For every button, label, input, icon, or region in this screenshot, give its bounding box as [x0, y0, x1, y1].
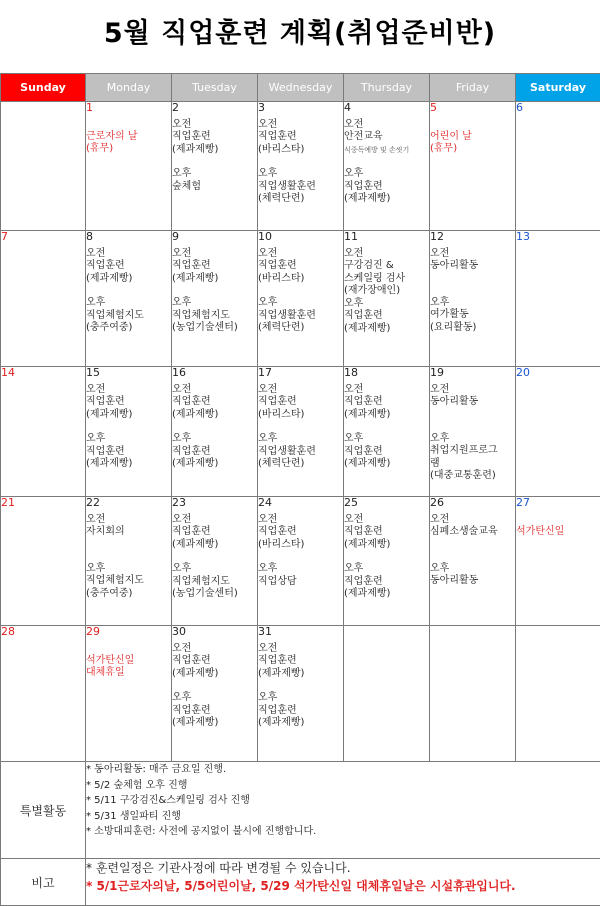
special-item: * 5/11 구강검진&스케일링 검사 진행 — [86, 793, 600, 809]
schedule-line: 오전 — [430, 384, 515, 397]
schedule-line: 직업훈련 — [172, 655, 257, 668]
line-spacer — [430, 285, 515, 297]
day-number: 12 — [430, 231, 515, 244]
schedule-line: (제과제빵) — [172, 668, 257, 681]
line-spacer — [172, 551, 257, 563]
day-number: 8 — [86, 231, 171, 244]
day-number: 4 — [344, 102, 429, 115]
line-spacer — [430, 273, 515, 285]
calendar-day-cell — [516, 102, 600, 231]
schedule-line: 오전 — [172, 643, 257, 656]
line-spacer — [258, 285, 343, 297]
day-number: 11 — [344, 231, 429, 244]
calendar-body — [1, 102, 600, 762]
calendar-day-cell — [430, 102, 516, 231]
schedule-line: 직업훈련 — [344, 310, 429, 323]
schedule-line: (제과제빵) — [172, 144, 257, 157]
schedule-line: 오전 — [344, 119, 429, 132]
remarks-closure-line: * 5/1근로자의날, 5/5어린이날, 5/29 석가탄신일 대체휴일날은 시설휴관입니다. — [86, 877, 600, 895]
schedule-line: 직업훈련 — [344, 396, 429, 409]
schedule-line: 직업훈련 — [258, 131, 343, 144]
schedule-line: (제과제빵) — [86, 409, 171, 422]
remarks-notes — [86, 859, 600, 906]
schedule-line: 오후 — [344, 433, 429, 446]
schedule-line: 스케일링 검사 — [344, 273, 429, 286]
calendar-day-cell — [344, 231, 430, 367]
day-number: 30 — [172, 626, 257, 639]
schedule-line: 직업훈련 — [172, 526, 257, 539]
day-number: 9 — [172, 231, 257, 244]
schedule-line: (제과제빵) — [172, 717, 257, 730]
calendar-day-cell — [430, 367, 516, 497]
schedule-line: 오후 — [172, 433, 257, 446]
schedule-line: 오전 — [86, 514, 171, 527]
special-item: * 5/2 숲체험 오후 진행 — [86, 778, 600, 794]
schedule-line: (충주여중) — [86, 588, 171, 601]
line-spacer — [86, 421, 171, 433]
schedule-line: 오후 — [344, 298, 429, 311]
schedule-line: (제과제빵) — [344, 539, 429, 552]
schedule-line: 어린이 날 — [430, 131, 515, 144]
calendar-day-cell — [430, 626, 516, 762]
schedule-line: (제과제빵) — [344, 458, 429, 471]
day-number: 20 — [516, 367, 600, 380]
day-number: 13 — [516, 231, 600, 244]
schedule-line: (체력단련) — [258, 458, 343, 471]
calendar-week-row — [1, 231, 600, 367]
page-title: 5월 직업훈련 계획(취업준비반) — [0, 0, 600, 60]
line-spacer — [430, 421, 515, 433]
schedule-line: 직업훈련 — [258, 655, 343, 668]
schedule-line: 오후 — [172, 168, 257, 181]
schedule-line: 오후 — [430, 297, 515, 310]
schedule-line: 오전 — [258, 384, 343, 397]
schedule-line: 직업훈련 — [172, 705, 257, 718]
schedule-line: 오후 — [258, 168, 343, 181]
line-spacer — [258, 156, 343, 168]
day-number: 10 — [258, 231, 343, 244]
calendar-day-cell — [344, 367, 430, 497]
line-spacer — [86, 119, 171, 131]
line-spacer — [344, 551, 429, 563]
calendar-day-cell — [258, 497, 344, 626]
calendar-day-cell — [172, 367, 258, 497]
schedule-line: (바리스타) — [258, 144, 343, 157]
schedule-line: (바리스타) — [258, 539, 343, 552]
schedule-line: 직업훈련 — [258, 260, 343, 273]
schedule-line: (체력단련) — [258, 193, 343, 206]
remarks-line: * 훈련일정은 기관사정에 따라 변경될 수 있습니다. — [86, 859, 600, 877]
schedule-line: 오전 — [258, 248, 343, 261]
schedule-line: 직업상담 — [258, 576, 343, 589]
header-saturday: Saturday — [516, 74, 600, 102]
header-wednesday: Wednesday — [258, 74, 344, 102]
schedule-line: 동아리활동 — [430, 260, 515, 273]
schedule-line: (체력단련) — [258, 322, 343, 335]
line-spacer — [258, 551, 343, 563]
day-number: 26 — [430, 497, 515, 510]
day-number: 29 — [86, 626, 171, 639]
schedule-line: 오전 — [172, 384, 257, 397]
schedule-line: 여가활동 — [430, 309, 515, 322]
schedule-line: 오전 — [258, 643, 343, 656]
calendar-day-cell — [258, 626, 344, 762]
schedule-line: (제과제빵) — [344, 193, 429, 206]
schedule-line: 오전 — [430, 248, 515, 261]
schedule-line: 오전 — [172, 514, 257, 527]
schedule-line: 직업체험지도 — [86, 310, 171, 323]
schedule-line: 오전 — [258, 119, 343, 132]
special-item: * 5/31 생일파티 진행 — [86, 809, 600, 825]
line-spacer — [430, 551, 515, 563]
calendar-day-cell — [172, 102, 258, 231]
schedule-line: 직업훈련 — [172, 446, 257, 459]
day-number: 23 — [172, 497, 257, 510]
special-item: * 소방대피훈련: 사전에 공지없이 불시에 진행합니다. — [86, 824, 600, 840]
schedule-line: 직업생활훈련 — [258, 181, 343, 194]
line-spacer — [172, 421, 257, 433]
schedule-line: 오후 — [258, 433, 343, 446]
remarks-row — [1, 859, 600, 906]
schedule-line: 오후 — [258, 692, 343, 705]
day-number: 25 — [344, 497, 429, 510]
schedule-line: 동아리활동 — [430, 575, 515, 588]
schedule-line: (제과제빵) — [172, 409, 257, 422]
day-number: 1 — [86, 102, 171, 115]
remarks-label: 비고 — [1, 859, 86, 906]
schedule-line: 직업생활훈련 — [258, 446, 343, 459]
schedule-line: (제과제빵) — [172, 458, 257, 471]
line-spacer — [430, 119, 515, 131]
schedule-line: (충주여중) — [86, 322, 171, 335]
line-spacer — [258, 680, 343, 692]
schedule-line: 직업훈련 — [86, 260, 171, 273]
schedule-line: 오후 — [344, 563, 429, 576]
schedule-line: (제과제빵) — [344, 323, 429, 336]
line-spacer — [344, 156, 429, 168]
calendar-table — [0, 73, 600, 906]
day-number: 21 — [1, 497, 85, 510]
schedule-line: (요리활동) — [430, 322, 515, 335]
line-spacer — [86, 551, 171, 563]
schedule-line: (제과제빵) — [258, 717, 343, 730]
schedule-line: 오전 — [86, 384, 171, 397]
schedule-line: (제과제빵) — [344, 409, 429, 422]
day-number: 28 — [1, 626, 85, 639]
calendar-day-cell — [1, 102, 86, 231]
schedule-line: 석가탄신일 — [86, 655, 171, 668]
header-monday: Monday — [86, 74, 172, 102]
calendar-day-cell — [86, 626, 172, 762]
schedule-line: 석가탄신일 — [516, 526, 600, 539]
calendar-day-cell — [344, 102, 430, 231]
calendar-day-cell — [86, 367, 172, 497]
header-tuesday: Tuesday — [172, 74, 258, 102]
special-item: * 동아리활동: 매주 금요일 진행. — [86, 762, 600, 778]
day-number: 2 — [172, 102, 257, 115]
schedule-line: (대중교통훈련) — [430, 470, 515, 483]
day-number: 24 — [258, 497, 343, 510]
schedule-line: 오후 — [430, 563, 515, 576]
schedule-line: (농업기술센터) — [172, 588, 257, 601]
calendar-day-cell — [172, 497, 258, 626]
schedule-line: 심폐소생술교육 — [430, 526, 515, 539]
special-label: 특별활동 — [1, 762, 86, 859]
line-spacer — [172, 156, 257, 168]
calendar-day-cell — [516, 367, 600, 497]
schedule-line: 구강검진 & — [344, 260, 429, 273]
day-number: 18 — [344, 367, 429, 380]
schedule-line: 직업훈련 — [172, 131, 257, 144]
line-spacer — [258, 421, 343, 433]
special-activities-row — [1, 762, 600, 859]
special-notes — [86, 762, 600, 859]
calendar-day-cell — [430, 497, 516, 626]
schedule-line: 직업훈련 — [86, 446, 171, 459]
schedule-line: 직업훈련 — [86, 396, 171, 409]
day-number: 16 — [172, 367, 257, 380]
day-number: 14 — [1, 367, 85, 380]
schedule-line: 직업훈련 — [344, 446, 429, 459]
schedule-line: (바리스타) — [258, 409, 343, 422]
schedule-line: 램 — [430, 458, 515, 471]
schedule-line: 동아리활동 — [430, 396, 515, 409]
line-spacer — [86, 285, 171, 297]
line-spacer — [86, 539, 171, 551]
calendar-day-cell — [258, 367, 344, 497]
schedule-line: 직업훈련 — [258, 526, 343, 539]
day-number: 15 — [86, 367, 171, 380]
calendar-day-cell — [1, 231, 86, 367]
schedule-line: 직업체험지도 — [172, 576, 257, 589]
schedule-line: 근로자의 날 — [86, 131, 171, 144]
schedule-line: 직업훈련 — [172, 396, 257, 409]
header-thursday: Thursday — [344, 74, 430, 102]
schedule-line: 오전 — [86, 248, 171, 261]
schedule-line: (재가장애인) — [344, 285, 429, 298]
schedule-line: 오후 — [172, 692, 257, 705]
schedule-line: 오후 — [86, 563, 171, 576]
schedule-line: 직업체험지도 — [172, 310, 257, 323]
calendar-day-cell — [86, 102, 172, 231]
calendar-day-cell — [86, 231, 172, 367]
calendar-day-cell — [516, 497, 600, 626]
day-number: 22 — [86, 497, 171, 510]
schedule-line: (바리스타) — [258, 273, 343, 286]
schedule-line: 오전 — [344, 514, 429, 527]
line-spacer — [172, 680, 257, 692]
line-spacer — [172, 285, 257, 297]
schedule-line: 직업생활훈련 — [258, 310, 343, 323]
schedule-line: (제과제빵) — [172, 539, 257, 552]
schedule-line: (제과제빵) — [86, 273, 171, 286]
calendar-day-cell — [430, 231, 516, 367]
schedule-line: 오후 — [258, 563, 343, 576]
schedule-line: 직업훈련 — [344, 526, 429, 539]
line-spacer — [516, 514, 600, 526]
line-spacer — [430, 539, 515, 551]
schedule-line: 오후 — [258, 297, 343, 310]
header-friday: Friday — [430, 74, 516, 102]
calendar-day-cell — [344, 626, 430, 762]
schedule-line: (제과제빵) — [344, 588, 429, 601]
schedule-line: 오전 — [344, 248, 429, 261]
schedule-line: 오후 — [86, 297, 171, 310]
calendar-week-row — [1, 497, 600, 626]
schedule-line: (농업기술센터) — [172, 322, 257, 335]
day-number: 6 — [516, 102, 600, 115]
day-number: 19 — [430, 367, 515, 380]
header-sunday: Sunday — [1, 74, 86, 102]
schedule-line: 오후 — [344, 168, 429, 181]
calendar-day-cell — [86, 497, 172, 626]
line-spacer — [344, 421, 429, 433]
calendar-day-cell — [516, 626, 600, 762]
calendar-day-cell — [344, 497, 430, 626]
schedule-line: 직업훈련 — [172, 260, 257, 273]
schedule-line: (휴무) — [86, 143, 171, 156]
day-number: 7 — [1, 231, 85, 244]
schedule-line: 오전 — [344, 384, 429, 397]
weekday-header-row — [1, 74, 600, 102]
schedule-line: 안전교육 — [344, 131, 429, 144]
schedule-line: (제과제빵) — [172, 273, 257, 286]
calendar-day-cell — [1, 626, 86, 762]
calendar-day-cell — [258, 102, 344, 231]
day-number: 3 — [258, 102, 343, 115]
calendar-day-cell — [172, 626, 258, 762]
calendar-day-cell — [1, 367, 86, 497]
line-spacer — [430, 409, 515, 421]
calendar-day-cell — [516, 231, 600, 367]
schedule-line: 직업훈련 — [344, 576, 429, 589]
calendar-week-row — [1, 102, 600, 231]
schedule-line: 오전 — [172, 248, 257, 261]
schedule-line: 오전 — [172, 119, 257, 132]
schedule-line: 숲체험 — [172, 181, 257, 194]
day-number: 17 — [258, 367, 343, 380]
schedule-line: 직업훈련 — [344, 181, 429, 194]
schedule-line: 직업훈련 — [258, 396, 343, 409]
schedule-line: 자치회의 — [86, 526, 171, 539]
calendar-day-cell — [258, 231, 344, 367]
schedule-line: 직업훈련 — [258, 705, 343, 718]
schedule-line: 오후 — [430, 433, 515, 446]
schedule-line: 대체휴일 — [86, 667, 171, 680]
schedule-line: (휴무) — [430, 143, 515, 156]
calendar-day-cell — [172, 231, 258, 367]
calendar-day-cell — [1, 497, 86, 626]
schedule-line: 직업체험지도 — [86, 575, 171, 588]
day-number: 5 — [430, 102, 515, 115]
calendar-week-row — [1, 626, 600, 762]
schedule-line: 식중독예방 및 손씻기 — [344, 144, 429, 157]
line-spacer — [86, 643, 171, 655]
schedule-line: 오후 — [172, 563, 257, 576]
schedule-line: 오후 — [172, 297, 257, 310]
day-number: 31 — [258, 626, 343, 639]
schedule-line: 오후 — [86, 433, 171, 446]
day-number: 27 — [516, 497, 600, 510]
schedule-line: 취업지원프로그 — [430, 445, 515, 458]
schedule-line: (제과제빵) — [86, 458, 171, 471]
schedule-line: (제과제빵) — [258, 668, 343, 681]
schedule-line: 오전 — [258, 514, 343, 527]
calendar-week-row — [1, 367, 600, 497]
schedule-line: 오전 — [430, 514, 515, 527]
